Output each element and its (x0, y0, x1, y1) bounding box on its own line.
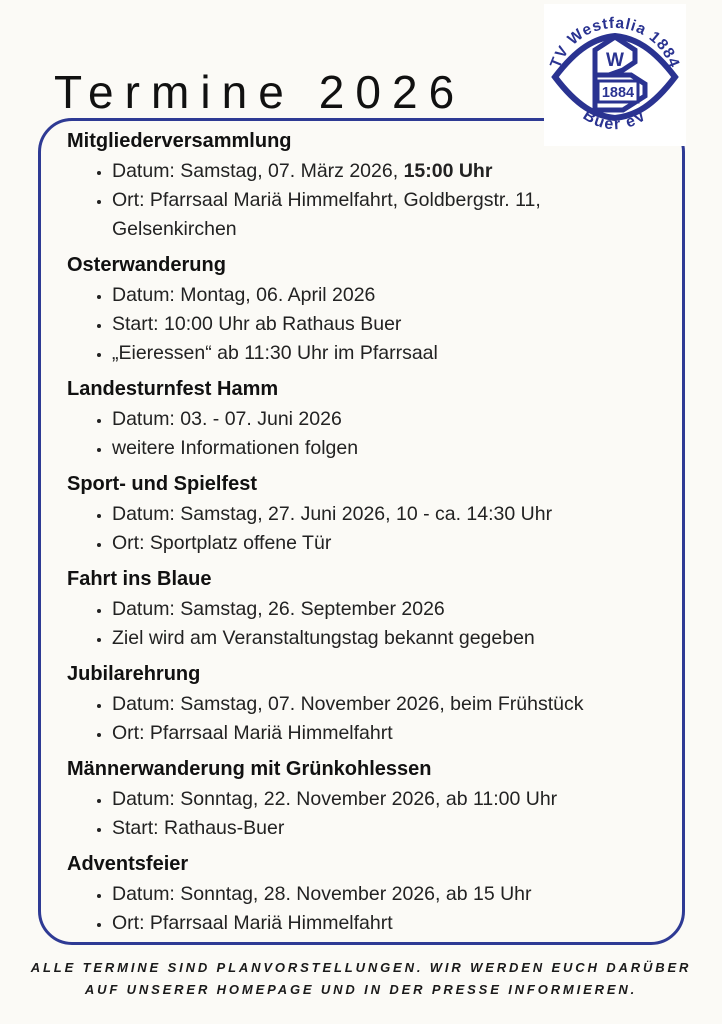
event-title: Osterwanderung (67, 254, 226, 276)
event-detail-list (67, 880, 656, 938)
event-detail (112, 281, 656, 310)
event-title: Sport- und Spielfest (67, 473, 257, 495)
event-detail-text: Datum: Samstag, 27. Juni 2026, 10 - ca. 14:30 Uhr (112, 503, 553, 525)
event-title: Mitgliederversammlung (67, 130, 292, 152)
club-logo (544, 4, 686, 146)
event-detail (112, 405, 656, 434)
event-detail-list (67, 500, 656, 558)
club-logo-emblem (544, 4, 686, 146)
event-section (67, 852, 656, 938)
event-detail-text: Datum: 03. - 07. Juni 2026 (112, 408, 342, 430)
event-detail-text: Datum: Samstag, 26. September 2026 (112, 598, 445, 620)
page-title: Termine 2026 (54, 65, 466, 118)
event-detail-list (67, 690, 656, 748)
footer-line: AUF UNSERER HOMEPAGE UND IN DER PRESSE INFORMIEREN. (84, 982, 638, 997)
event-detail (112, 529, 656, 558)
event-detail-text: Ort: Pfarrsaal Mariä Himmelfahrt (112, 912, 393, 934)
event-detail (112, 690, 656, 719)
logo-monogram-letter: W (606, 50, 624, 71)
event-section (67, 757, 656, 843)
event-section (67, 377, 656, 463)
event-detail-list (67, 157, 656, 244)
event-detail-text: Ziel wird am Veranstaltungstag bekannt gegeben (112, 627, 535, 649)
logo-arc-bottom-text: Buer eV (579, 106, 651, 134)
event-section (67, 567, 656, 653)
event-detail-text: Ort: Pfarrsaal Mariä Himmelfahrt, Goldbergstr. 11, Gelsenkirchen (112, 189, 541, 240)
event-detail (112, 624, 656, 653)
event-detail-text: Ort: Pfarrsaal Mariä Himmelfahrt (112, 722, 393, 744)
event-detail-list (67, 595, 656, 653)
event-detail-text: Start: 10:00 Uhr ab Rathaus Buer (112, 313, 402, 335)
events-list (67, 129, 656, 938)
logo-year-badge (598, 81, 638, 102)
event-detail (112, 339, 656, 368)
event-detail-text: Datum: Sonntag, 22. November 2026, ab 11:00 Uhr (112, 788, 558, 810)
event-section (67, 129, 656, 244)
logo-year-text: 1884 (601, 85, 635, 101)
event-detail (112, 785, 656, 814)
event-detail (112, 500, 656, 529)
event-detail-text: Datum: Samstag, 07. März 2026, (112, 160, 404, 182)
event-detail (112, 719, 656, 748)
event-detail-text: Datum: Montag, 06. April 2026 (112, 284, 376, 306)
event-detail-list (67, 405, 656, 463)
event-title: Jubilarehrung (67, 663, 201, 685)
event-detail (112, 880, 656, 909)
event-detail-text-bold: 15:00 Uhr (403, 160, 493, 182)
event-detail-list (67, 785, 656, 843)
event-detail-text: Ort: Sportplatz offene Tür (112, 532, 332, 554)
event-detail-text: „Eieressen“ ab 11:30 Uhr im Pfarrsaal (112, 342, 438, 364)
event-title: Fahrt ins Blaue (67, 568, 212, 590)
event-section (67, 662, 656, 748)
event-detail-text: Datum: Samstag, 07. November 2026, beim Frühstück (112, 693, 584, 715)
event-detail-text: weitere Informationen folgen (112, 437, 359, 459)
footer-note (0, 957, 722, 1001)
event-section (67, 472, 656, 558)
event-title: Landesturnfest Hamm (67, 378, 279, 400)
event-detail (112, 814, 656, 843)
event-detail (112, 186, 656, 244)
event-section (67, 253, 656, 368)
event-detail (112, 157, 656, 186)
event-detail (112, 310, 656, 339)
event-detail (112, 909, 656, 938)
event-title: Adventsfeier (67, 853, 189, 875)
event-title: Männerwanderung mit Grünkohlessen (67, 758, 432, 780)
footer-line: ALLE TERMINE SIND PLANVORSTELLUNGEN. WIR WERDEN EUCH DARÜBER (30, 960, 692, 975)
event-detail (112, 595, 656, 624)
event-detail (112, 434, 656, 463)
event-detail-text: Datum: Sonntag, 28. November 2026, ab 15 Uhr (112, 883, 532, 905)
logo-arc-top-text: TV Westfalia 1884 (547, 14, 683, 71)
event-detail-text: Start: Rathaus-Buer (112, 817, 285, 839)
event-detail-list (67, 281, 656, 368)
events-box (38, 118, 685, 945)
